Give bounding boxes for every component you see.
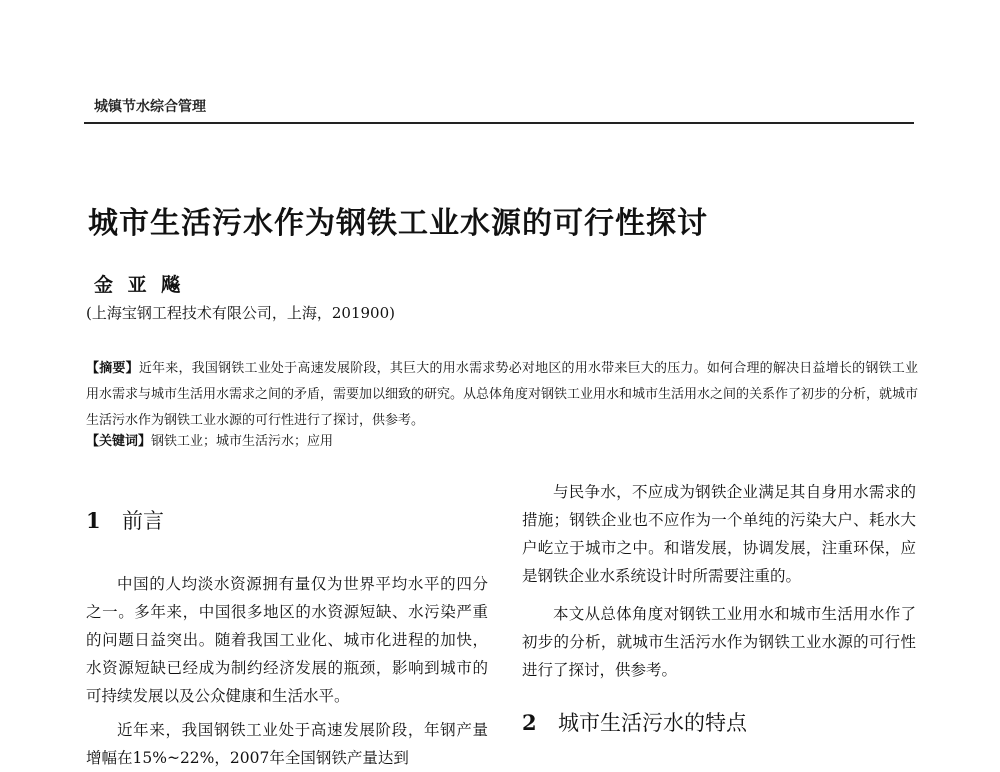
keywords-label: 【关键词】: [86, 434, 152, 449]
paragraph: 中国的人均淡水资源拥有量仅为世界平均水平的四分之一。多年来，中国很多地区的水资源短缺、水污染严重的问题日益突出。随着我国工业化、城市化进程的加快，水资源短缺已经成为制约经济发展的瓶颈，影响到城市的可持续发展以及公众健康和生活水平。: [86, 575, 488, 705]
section-title: 城市生活污水的特点: [558, 711, 747, 735]
keywords: [86, 430, 918, 454]
paragraph: 本文从总体角度对钢铁工业用水和城市生活用水作了初步的分析，就城市生活污水作为钢铁工业水源的可行性进行了探讨，供参考。: [522, 605, 916, 679]
author-affiliation: (上海宝钢工程技术有限公司，上海，201900): [86, 304, 395, 322]
section-number: 2: [522, 710, 537, 735]
left-column: [86, 500, 488, 772]
section-number: 1: [86, 508, 101, 533]
section-heading-2: [522, 702, 916, 744]
paper-title: 城市生活污水作为钢铁工业水源的可行性探讨: [88, 206, 708, 241]
section-heading-1: [86, 500, 488, 542]
right-column: [522, 478, 916, 744]
header-divider: [84, 122, 914, 124]
paragraph: 与民争水，不应成为钢铁企业满足其自身用水需求的措施；钢铁企业也不应作为一个单纯的污染大户、耗水大户屹立于城市之中。和谐发展，协调发展，注重环保，应是钢铁企业水系统设计时所需要注重的。: [522, 483, 916, 585]
abstract-label: 【摘要】: [86, 361, 139, 376]
running-header: 城镇节水综合管理: [94, 99, 206, 115]
keywords-text: 钢铁工业；城市生活污水；应用: [151, 434, 334, 449]
paragraph: 近年来，我国钢铁工业处于高速发展阶段，年钢产量增幅在15%~22%，2007年全国钢铁产量达到: [86, 721, 488, 767]
abstract: [86, 356, 918, 434]
abstract-text: 近年来，我国钢铁工业处于高速发展阶段，其巨大的用水需求势必对地区的用水带来巨大的压力。如何合理的解决日益增长的钢铁工业用水需求与城市生活用水需求之间的矛盾，需要加以细致的研究。从总体角度对钢铁工业用水和城市生活用水之间的关系作了初步的分析，就城市生活污水作为钢铁工业水源的可行性进行了探讨，供参考。: [86, 361, 919, 428]
author-name: 金 亚 飚: [94, 274, 185, 296]
section-title: 前言: [122, 509, 164, 533]
